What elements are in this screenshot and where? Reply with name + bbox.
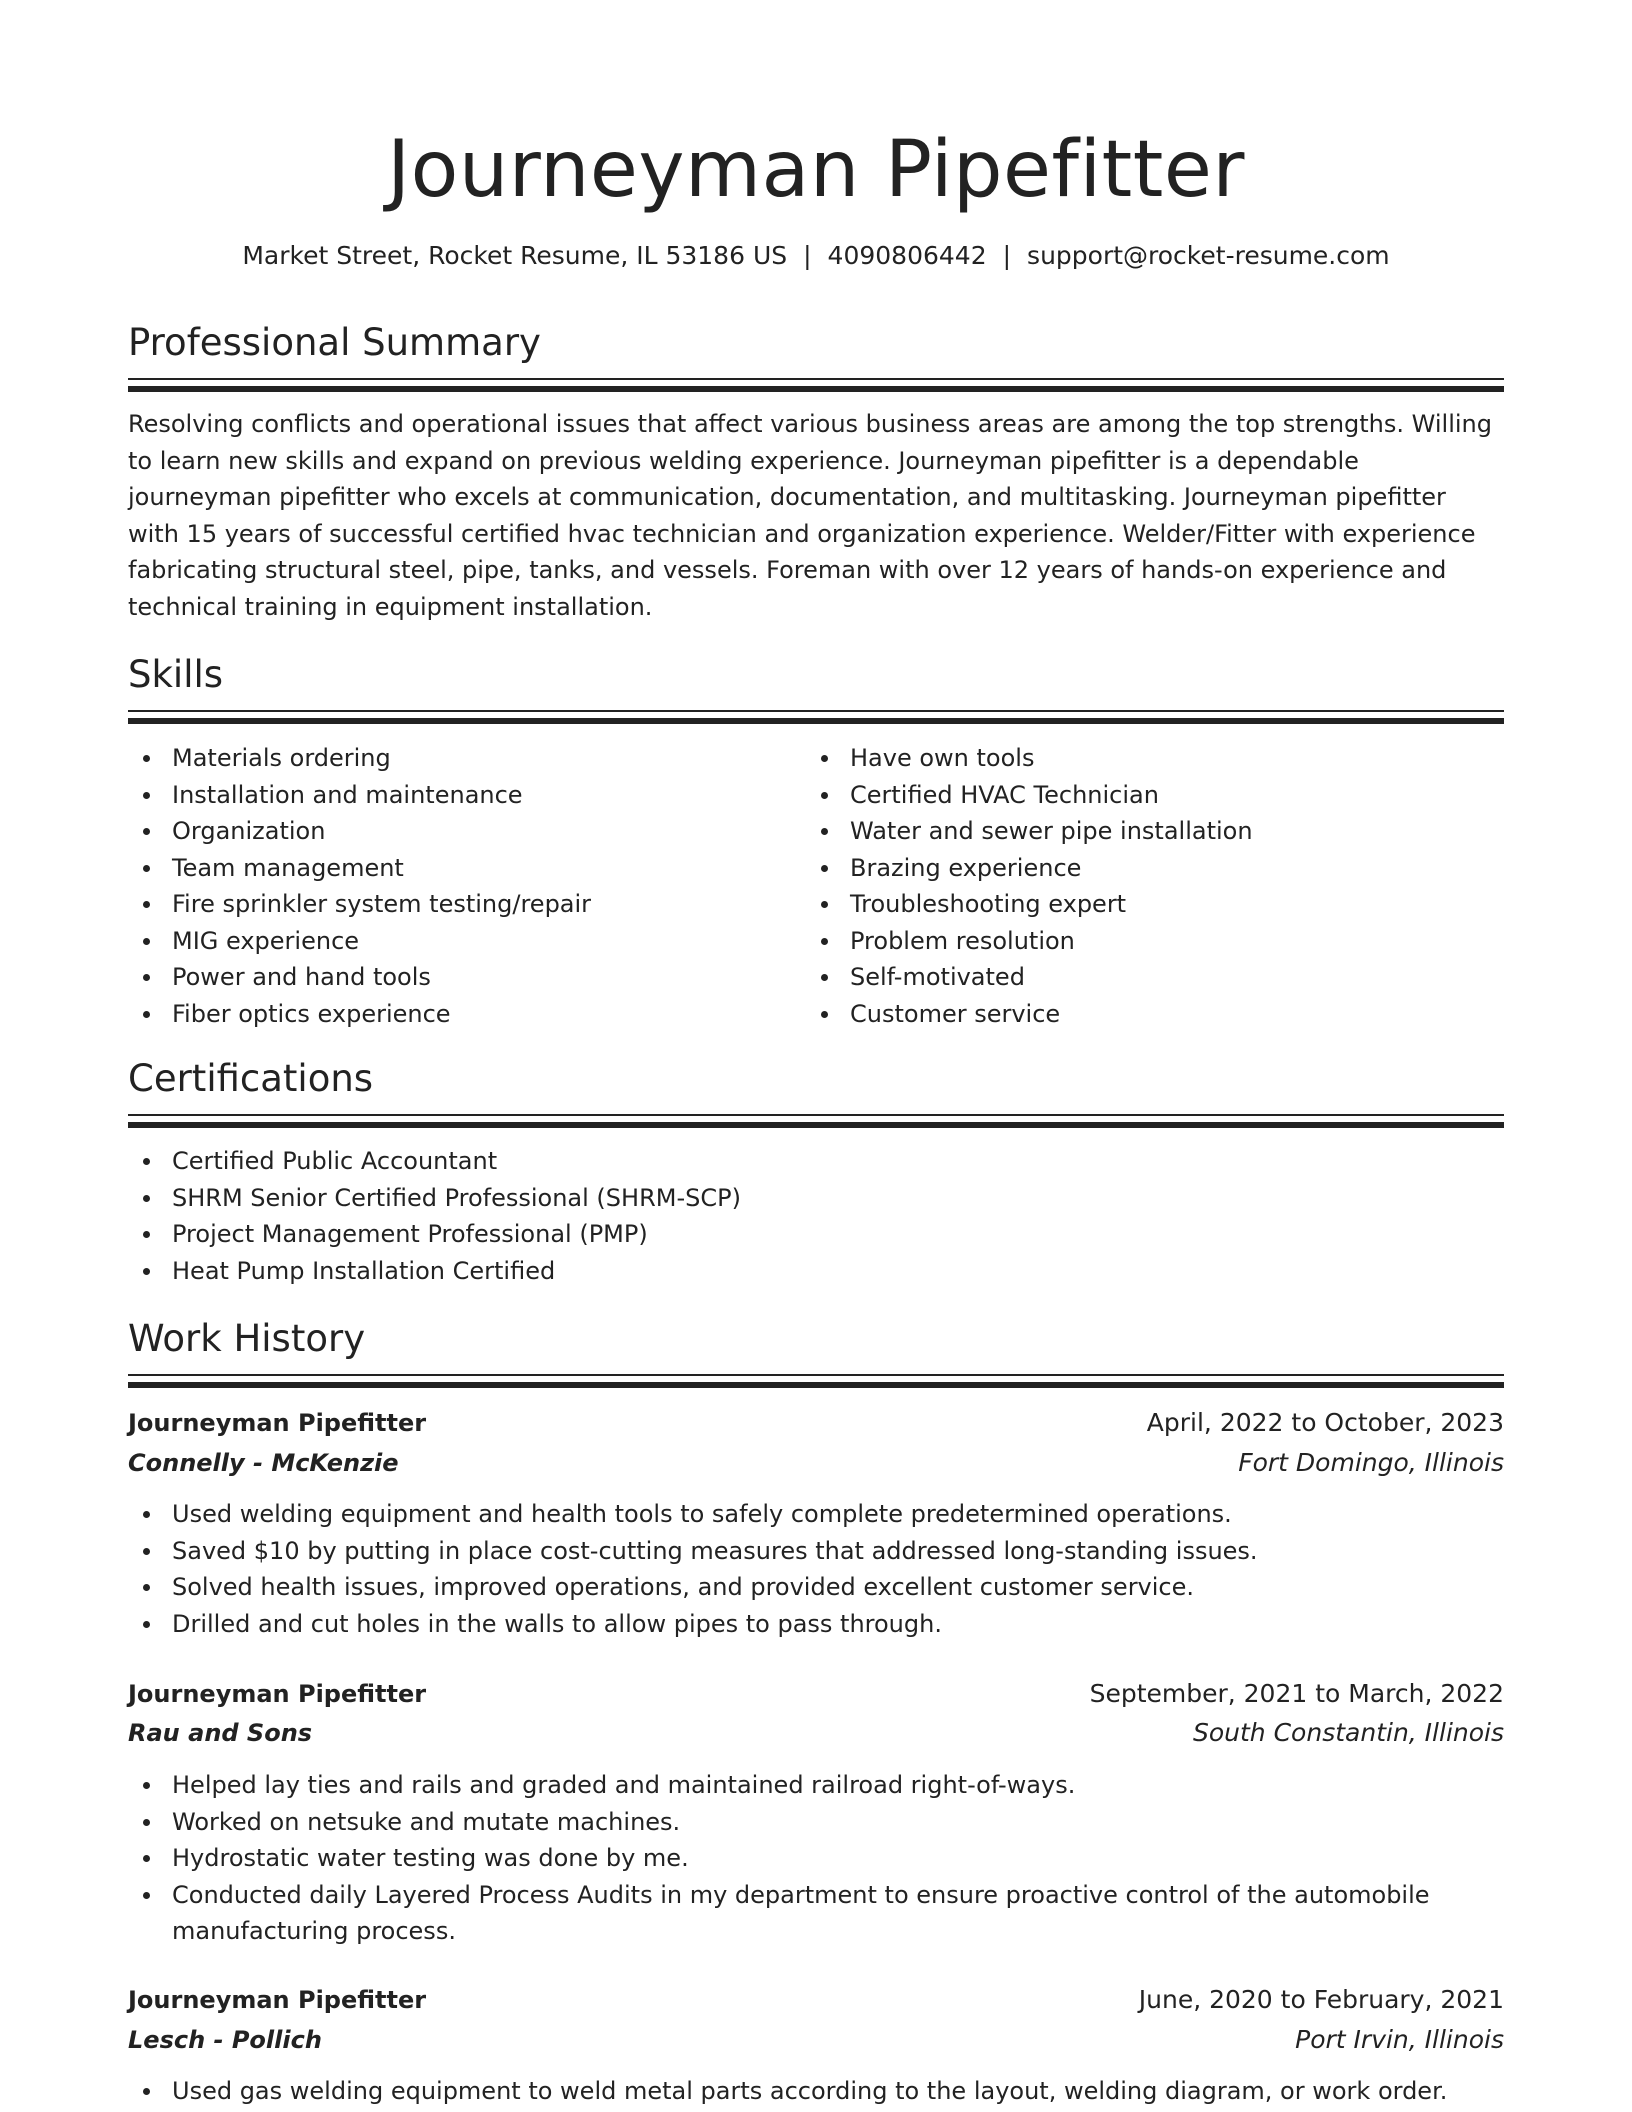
skill-item: Certified HVAC Technician	[806, 777, 1486, 814]
job-company: Connelly - McKenzie	[128, 1449, 399, 1477]
job-company: Lesch - Pollich	[128, 2026, 322, 2054]
job-company: Rau and Sons	[128, 1719, 313, 1747]
section-title-skills: Skills	[128, 653, 224, 696]
contact-line	[128, 238, 1504, 274]
address: Market Street, Rocket Resume, IL 53186 US	[242, 241, 788, 270]
certification-item: Project Management Professional (PMP)	[128, 1216, 1504, 1253]
skill-item: Water and sewer pipe installation	[806, 813, 1486, 850]
separator: |	[803, 241, 812, 270]
job-subheader	[128, 1713, 1504, 1753]
job-bullet: Solved health issues, improved operations, and provided excellent customer service.	[128, 1569, 1504, 1606]
phone: 4090806442	[827, 241, 987, 270]
skill-item: Brazing experience	[806, 850, 1486, 887]
email: support@rocket-resume.com	[1027, 241, 1390, 270]
skill-item: Fiber optics experience	[128, 996, 808, 1033]
summary-text: Resolving conflicts and operational issues that affect various business areas are among the top strengths. Willing to learn new skills and expand on previous welding experience. Journeyman pipefitter is a dependable journeyman pipefitter who excels at communication, documentation, and multitasking. Journeyman pipefitter with 15 years of successful certified hvac technician and organization experience. Welder/Fitter with experience fabricating structural steel, pipe, tanks, and vessels. Foreman with over 12 years of hands-on experience and technical training in equipment installation.	[128, 410, 1492, 621]
job-subheader	[128, 2020, 1504, 2060]
job-location: South Constantin, Illinois	[1193, 1718, 1504, 1747]
job-bullet: Saved $10 by putting in place cost-cutting measures that addressed long-standing issues.	[128, 1533, 1504, 1570]
section-divider	[128, 378, 1504, 392]
job-bullets	[128, 2073, 1504, 2110]
job-dates: June, 2020 to February, 2021	[1138, 1985, 1504, 2014]
skill-item: Power and hand tools	[128, 959, 808, 996]
section-title-certifications: Certifications	[128, 1057, 374, 1100]
job-header	[128, 1980, 1504, 2020]
job-bullet: Used welding equipment and health tools to safely complete predetermined operations.	[128, 1496, 1504, 1533]
job-title: Journeyman Pipefitter	[128, 1986, 427, 2014]
skill-item: Have own tools	[806, 740, 1486, 777]
skill-item: MIG experience	[128, 923, 808, 960]
job-location: Port Irvin, Illinois	[1295, 2025, 1504, 2054]
job-header	[128, 1403, 1504, 1443]
skill-item: Customer service	[806, 996, 1486, 1033]
job-dates: September, 2021 to March, 2022	[1089, 1679, 1504, 1708]
skills-list-right	[806, 740, 1486, 1032]
skill-item: Team management	[128, 850, 808, 887]
certification-item: SHRM Senior Certified Professional (SHRM-SCP)	[128, 1180, 1504, 1217]
section-divider	[128, 710, 1504, 724]
job-bullet: Drilled and cut holes in the walls to allow pipes to pass through.	[128, 1606, 1504, 1643]
skill-item: Troubleshooting expert	[806, 886, 1486, 923]
skill-item: Self-motivated	[806, 959, 1486, 996]
skills-list-left	[128, 740, 808, 1032]
skill-item: Installation and maintenance	[128, 777, 808, 814]
section-title-summary: Professional Summary	[128, 321, 541, 364]
section-divider	[128, 1114, 1504, 1128]
skill-item: Problem resolution	[806, 923, 1486, 960]
resume-name: Journeyman Pipefitter	[387, 125, 1245, 215]
job-bullets	[128, 1767, 1504, 1950]
skill-item: Materials ordering	[128, 740, 808, 777]
certification-item: Heat Pump Installation Certified	[128, 1253, 1504, 1290]
certification-item: Certified Public Accountant	[128, 1143, 1504, 1180]
certifications-list	[128, 1143, 1504, 1289]
job-header	[128, 1674, 1504, 1714]
separator: |	[1002, 241, 1012, 270]
job-title: Journeyman Pipefitter	[128, 1409, 427, 1437]
job-bullet: Hydrostatic water testing was done by me.	[128, 1840, 1504, 1877]
section-title-work-history: Work History	[128, 1317, 366, 1360]
job-bullet: Used gas welding equipment to weld metal parts according to the layout, welding diagram, or work order.	[128, 2073, 1504, 2110]
skill-item: Organization	[128, 813, 808, 850]
job-bullet: Helped lay ties and rails and graded and maintained railroad right-of-ways.	[128, 1767, 1504, 1804]
job-subheader	[128, 1443, 1504, 1483]
job-location: Fort Domingo, Illinois	[1238, 1448, 1504, 1477]
job-title: Journeyman Pipefitter	[128, 1680, 427, 1708]
job-dates: April, 2022 to October, 2023	[1146, 1408, 1504, 1437]
job-bullets	[128, 1496, 1504, 1642]
section-divider	[128, 1374, 1504, 1388]
job-bullet: Worked on netsuke and mutate machines.	[128, 1804, 1504, 1841]
skill-item: Fire sprinkler system testing/repair	[128, 886, 808, 923]
job-bullet: Conducted daily Layered Process Audits in my department to ensure proactive control of the automobile manufacturing process.	[128, 1877, 1504, 1950]
